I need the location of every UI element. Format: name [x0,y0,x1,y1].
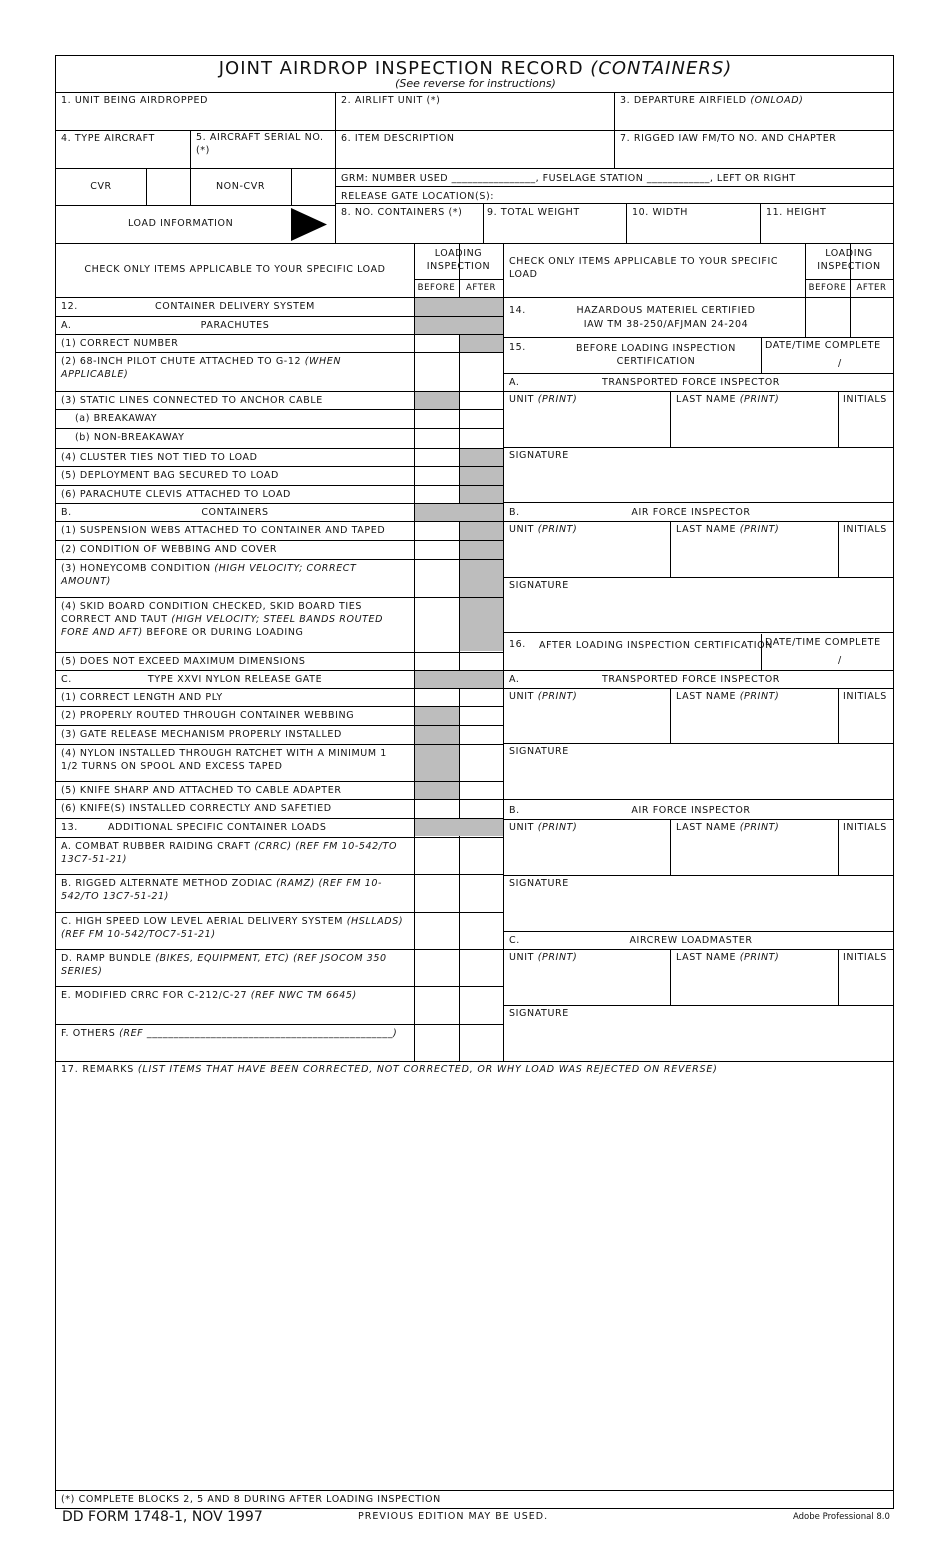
after-tf-inspector-initials-label: INITIALS [843,691,887,702]
noncvr-checkbox[interactable] [292,169,334,204]
section-c-num: C. [61,674,72,685]
after-label: AFTER [465,283,497,293]
before-tf-inspector-letter: A. [509,377,520,388]
item-a5-before-check[interactable] [415,467,458,484]
after-af-inspector-unit-field[interactable] [504,835,669,874]
cvr-checkbox[interactable] [147,169,189,204]
section-s12-title: CONTAINER DELIVERY SYSTEM [155,301,315,312]
undefined[interactable] [762,351,892,371]
item-e13e-after-check[interactable] [460,987,502,1023]
item-b3-label: (3) HONEYCOMB CONDITION (HIGH VELOCITY; CORRECT AMOUNT) [61,563,357,587]
item-e13e-before-check[interactable] [415,987,458,1023]
before-af-inspector-initials-field[interactable] [839,537,892,576]
unit-airdropped-label: 1. UNIT BEING AIRDROPPED [61,95,209,106]
after-tf-inspector-lastname-label: LAST NAME (PRINT) [676,691,780,702]
item-c6-label: (6) KNIFE(S) INSTALLED CORRECTLY AND SAFETIED [61,803,332,814]
item-a1-after-check[interactable] [460,335,502,351]
date-time-label-16: DATE/TIME COMPLETE [765,637,881,648]
item-a5-after-check[interactable] [460,467,502,484]
before-af-inspector-title: AIR FORCE INSPECTOR [631,507,751,518]
item-b2-label: (2) CONDITION OF WEBBING AND COVER [61,544,278,555]
before-af-inspector-unit-label: UNIT (PRINT) [509,524,578,535]
item-b5-after-check[interactable] [460,653,502,669]
after-af-inspector-title: AIR FORCE INSPECTOR [631,805,751,816]
item-a6-after-check[interactable] [460,486,502,502]
right-before-label: BEFORE [808,283,847,293]
after-tf-inspector-unit-label: UNIT (PRINT) [509,691,578,702]
item-a4-after-check[interactable] [460,449,502,465]
item-a2-after-check[interactable] [460,353,502,390]
item-b2-after-check[interactable] [460,541,502,558]
item-a4-before-check[interactable] [415,449,458,465]
right-check-only-label: CHECK ONLY ITEMS APPLICABLE TO YOUR SPECIFIC LOAD [509,256,779,280]
item-e13c-label: C. HIGH SPEED LOW LEVEL AERIAL DELIVERY SYSTEM (HSLLADS) (REF FM 10-542/TOC7-51-21) [61,916,404,940]
before-af-inspector-lastname-field[interactable] [671,537,837,576]
hazmat-before-check[interactable] [806,298,849,337]
section-s12-num: 12. [61,301,78,312]
after-tf-inspector-title: TRANSPORTED FORCE INSPECTOR [601,674,781,685]
after-af-inspector-signature-label: SIGNATURE [509,878,569,889]
form-title: JOINT AIRDROP INSPECTION RECORD (CONTAINERS) [218,58,733,79]
item-e13d-after-check[interactable] [460,950,502,985]
date-time-slash-16: / [838,655,842,666]
item-a4-label: (4) CLUSTER TIES NOT TIED TO LOAD [61,452,258,463]
section-b-num: B. [61,507,72,518]
loading-inspection-label: LOADING INSPECTION [426,248,491,272]
item-a3-after-check[interactable] [460,392,502,408]
after-af-inspector-initials-field[interactable] [839,835,892,874]
airlift-unit-field[interactable] [336,104,613,130]
section-s13-title: ADDITIONAL SPECIFIC CONTAINER LOADS [108,822,327,833]
section-15-title: BEFORE LOADING INSPECTION CERTIFICATION [576,343,736,367]
item-a6-before-check[interactable] [415,486,458,502]
item-c2-before-check[interactable] [415,707,458,724]
airlift-unit-label: 2. AIRLIFT UNIT (*) [341,95,441,106]
item-c2-label: (2) PROPERLY ROUTED THROUGH CONTAINER WEBBING [61,710,355,721]
item-e13a-label: A. COMBAT RUBBER RAIDING CRAFT (CRRC) (REF FM 10-542/TO 13C7-51-21) [61,841,398,865]
after-loadmaster-letter: C. [509,935,520,946]
item-c1-label: (1) CORRECT LENGTH AND PLY [61,692,223,703]
right-loading-inspection-label: LOADING INSPECTION [817,248,881,272]
date-time-label-15: DATE/TIME COMPLETE [765,340,881,351]
after-tf-inspector-signature-label: SIGNATURE [509,746,569,757]
load-info-label: LOAD INFORMATION [128,218,234,229]
item-c1-after-check[interactable] [460,689,502,705]
item-c5-before-check[interactable] [415,782,458,798]
item-a3-label: (3) STATIC LINES CONNECTED TO ANCHOR CABLE [61,395,323,406]
after-tf-inspector-lastname-field[interactable] [671,704,837,742]
item-b5-before-check[interactable] [415,653,458,669]
item-c1-before-check[interactable] [415,689,458,705]
software-note: Adobe Professional 8.0 [793,1512,890,1522]
item-e13f-after-check[interactable] [460,1025,502,1060]
before-tf-inspector-lastname-field[interactable] [671,407,837,446]
item-e13c-before-check[interactable] [415,913,458,948]
rigged-iaw-label: 7. RIGGED IAW FM/TO NO. AND CHAPTER [620,133,837,144]
item-e13e-label: E. MODIFIED CRRC FOR C-212/C-27 (REF NWC TM 6645) [61,990,357,1001]
item-c4-before-check[interactable] [415,745,458,780]
before-af-inspector-signature-field[interactable] [504,593,892,631]
item-a5-label: (5) DEPLOYMENT BAG SECURED TO LOAD [61,470,279,481]
previous-edition: PREVIOUS EDITION MAY BE USED. [358,1511,549,1522]
release-gate-label: RELEASE GATE LOCATION(S): [341,191,495,202]
item-e13b-after-check[interactable] [460,875,502,911]
after-loadmaster-unit-field[interactable] [504,965,669,1004]
item-e13a-before-check[interactable] [415,838,458,873]
after-tf-inspector-letter: A. [509,674,520,685]
item-c2-after-check[interactable] [460,707,502,724]
item-a3a-before-check[interactable] [415,410,458,427]
date-time-slash-15: / [838,358,842,369]
item-b3-before-check[interactable] [415,560,458,596]
section-a-num: A. [61,320,72,331]
item-a2-label: (2) 68-INCH PILOT CHUTE ATTACHED TO G-12 (WHEN APPLICABLE) [61,356,342,380]
item-c5-label: (5) KNIFE SHARP AND ATTACHED TO CABLE ADAPTER [61,785,342,796]
after-loadmaster-title: AIRCREW LOADMASTER [629,935,753,946]
height-label: 11. HEIGHT [766,207,827,218]
item-c6-before-check[interactable] [415,800,458,817]
after-loadmaster-unit-label: UNIT (PRINT) [509,952,578,963]
item-a3b-label: (b) NON-BREAKAWAY [75,432,185,443]
section-a-title: PARACHUTES [200,320,270,331]
item-b5-label: (5) DOES NOT EXCEED MAXIMUM DIMENSIONS [61,656,306,667]
form-subtitle: (See reverse for instructions) [395,77,556,90]
before-tf-inspector-initials-label: INITIALS [843,394,887,405]
before-af-inspector-lastname-label: LAST NAME (PRINT) [676,524,780,535]
after-loadmaster-lastname-field[interactable] [671,965,837,1004]
after-loadmaster-initials-field[interactable] [839,965,892,1004]
departure-airfield-label: 3. DEPARTURE AIRFIELD (ONLOAD) [620,95,804,106]
after-af-inspector-lastname-label: LAST NAME (PRINT) [676,822,780,833]
item-a3a-label: (a) BREAKAWAY [75,413,158,424]
before-tf-inspector-signature-field[interactable] [504,463,892,501]
item-e13f-label: F. OTHERS (REF ______________________________________________) [61,1028,398,1039]
item-a1-before-check[interactable] [415,335,458,351]
after-af-inspector-lastname-field[interactable] [671,835,837,874]
item-b1-after-check[interactable] [460,522,502,539]
after-loadmaster-initials-label: INITIALS [843,952,887,963]
hazmat-label: HAZARDOUS MATERIEL CERTIFIED [576,305,756,316]
section-c-title: TYPE XXVI NYLON RELEASE GATE [147,674,323,685]
item-a1-label: (1) CORRECT NUMBER [61,338,179,349]
aircraft-serial-label: 5. AIRCRAFT SERIAL NO. (*) [196,132,324,156]
section-16-num: 16. [509,639,526,650]
item-e13b-before-check[interactable] [415,875,458,911]
after-tf-inspector-initials-field[interactable] [839,704,892,742]
section-16-title: AFTER LOADING INSPECTION CERTIFICATION [539,640,773,651]
after-loadmaster-signature-label: SIGNATURE [509,1008,569,1019]
right-after-label: AFTER [856,283,887,293]
type-aircraft-label: 4. TYPE AIRCRAFT [61,133,155,144]
item-b1-label: (1) SUSPENSION WEBS ATTACHED TO CONTAINER AND TAPED [61,525,386,536]
hazmat-after-check[interactable] [851,298,893,337]
item-e13a-after-check[interactable] [460,838,502,873]
item-c3-after-check[interactable] [460,726,502,743]
s14-num: 14. [509,305,526,316]
after-af-inspector-unit-label: UNIT (PRINT) [509,822,578,833]
section-15-num: 15. [509,342,526,353]
before-tf-inspector-initials-field[interactable] [839,407,892,446]
before-af-inspector-signature-label: SIGNATURE [509,580,569,591]
item-c3-before-check[interactable] [415,726,458,743]
after-af-inspector-signature-field[interactable] [504,891,892,930]
item-e13d-label: D. RAMP BUNDLE (BIKES, EQUIPMENT, ETC) (REF JSOCOM 350 SERIES) [61,953,387,977]
item-b4-before-check[interactable] [415,598,458,651]
form-number: DD FORM 1748-1, NOV 1997 [62,1509,263,1525]
width-label: 10. WIDTH [632,207,688,218]
after-loadmaster-lastname-label: LAST NAME (PRINT) [676,952,780,963]
item-e13d-before-check[interactable] [415,950,458,985]
item-a3a-after-check[interactable] [460,410,502,427]
unit-airdropped-field[interactable] [56,104,334,130]
item-a3-before-check[interactable] [415,392,458,408]
arrow-right-icon [291,208,327,241]
before-tf-inspector-unit-label: UNIT (PRINT) [509,394,578,405]
item-description-field[interactable] [341,145,611,167]
item-b2-before-check[interactable] [415,541,458,558]
section-b-title: CONTAINERS [201,507,269,518]
item-e13f-before-check[interactable] [415,1025,458,1060]
item-a2-before-check[interactable] [415,353,458,390]
item-e13b-label: B. RIGGED ALTERNATE METHOD ZODIAC (RAMZ) (REF FM 10-542/TO 13C7-51-21) [61,878,383,902]
item-e13c-after-check[interactable] [460,913,502,948]
section-s13-num: 13. [61,822,78,833]
before-af-inspector-initials-label: INITIALS [843,524,887,535]
footnote: (*) COMPLETE BLOCKS 2, 5 AND 8 DURING AFTER LOADING INSPECTION [61,1494,441,1505]
before-af-inspector-unit-field[interactable] [504,537,669,576]
item-a3b-before-check[interactable] [415,429,458,447]
cvr-label: CVR [90,181,112,192]
remarks-field[interactable] [58,1078,891,1488]
check-only-label: CHECK ONLY ITEMS APPLICABLE TO YOUR SPECIFIC LOAD [84,264,386,275]
item-a3b-after-check[interactable] [460,429,502,447]
item-c6-after-check[interactable] [460,800,502,817]
inspection-form [55,55,894,1509]
item-b3-after-check[interactable] [460,560,502,596]
departure-airfield-field[interactable] [615,104,893,130]
hazmat-ref: IAW TM 38-250/AFJMAN 24-204 [583,319,749,330]
item-b4-label: (4) SKID BOARD CONDITION CHECKED, SKID BOARD TIES CORRECT AND TAUT (HIGH VELOCITY; STEEL BANDS ROUTED FORE AND AFT) BEFORE OR DURING LOADING [61,601,384,638]
item-c5-after-check[interactable] [460,782,502,798]
after-tf-inspector-signature-field[interactable] [504,759,892,798]
total-weight-label: 9. TOTAL WEIGHT [487,207,580,218]
before-tf-inspector-title: TRANSPORTED FORCE INSPECTOR [601,377,781,388]
after-tf-inspector-unit-field[interactable] [504,704,669,742]
before-tf-inspector-signature-label: SIGNATURE [509,450,569,461]
item-c3-label: (3) GATE RELEASE MECHANISM PROPERLY INSTALLED [61,729,342,740]
item-a6-label: (6) PARACHUTE CLEVIS ATTACHED TO LOAD [61,489,291,500]
grm-line: GRM: NUMBER USED ________________, FUSELAGE STATION ____________, LEFT OR RIGHT [341,173,796,184]
before-tf-inspector-lastname-label: LAST NAME (PRINT) [676,394,780,405]
after-loadmaster-signature-field[interactable] [504,1021,892,1060]
no-containers-label: 8. NO. CONTAINERS (*) [341,207,463,218]
remarks-label: 17. REMARKS (LIST ITEMS THAT HAVE BEEN CORRECTED, NOT CORRECTED, OR WHY LOAD WAS REJECTED ON REVERSE) [61,1064,718,1075]
undefined[interactable] [762,648,892,668]
item-description-label: 6. ITEM DESCRIPTION [341,133,455,144]
item-c4-after-check[interactable] [460,745,502,780]
after-af-inspector-initials-label: INITIALS [843,822,887,833]
item-c4-label: (4) NYLON INSTALLED THROUGH RATCHET WITH A MINIMUM 1 1/2 TURNS ON SPOOL AND EXCESS TAPED [61,748,387,772]
before-label: BEFORE [417,283,456,293]
item-b1-before-check[interactable] [415,522,458,539]
item-b4-after-check[interactable] [460,598,502,651]
before-af-inspector-letter: B. [509,507,520,518]
before-tf-inspector-unit-field[interactable] [504,407,669,446]
after-af-inspector-letter: B. [509,805,520,816]
noncvr-label: NON-CVR [215,181,266,192]
